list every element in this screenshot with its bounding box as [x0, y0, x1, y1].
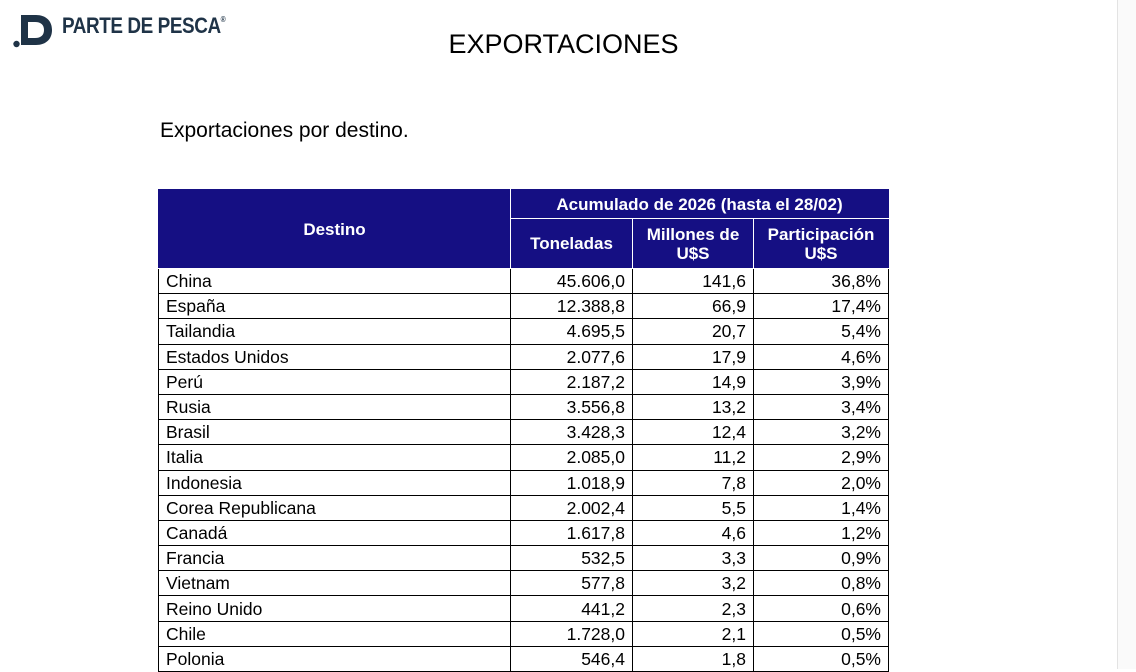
cell-participacion: 3,2% — [754, 420, 889, 445]
cell-destino: Brasil — [159, 420, 511, 445]
cell-toneladas: 2.077,6 — [511, 344, 633, 369]
cell-participacion: 1,2% — [754, 520, 889, 545]
table-row — [159, 319, 889, 344]
cell-millones: 12,4 — [633, 420, 754, 445]
cell-millones: 3,2 — [633, 571, 754, 596]
cell-participacion: 2,9% — [754, 445, 889, 470]
table-row — [159, 520, 889, 545]
cell-destino: Corea Republicana — [159, 495, 511, 520]
exports-table — [158, 189, 889, 672]
cell-destino: Italia — [159, 445, 511, 470]
cell-destino: Rusia — [159, 394, 511, 419]
cell-participacion: 1,4% — [754, 495, 889, 520]
cell-participacion: 3,9% — [754, 369, 889, 394]
cell-millones: 20,7 — [633, 319, 754, 344]
cell-toneladas: 45.606,0 — [511, 269, 633, 294]
cell-participacion: 4,6% — [754, 344, 889, 369]
cell-participacion: 17,4% — [754, 294, 889, 319]
cell-millones: 7,8 — [633, 470, 754, 495]
cell-millones: 11,2 — [633, 445, 754, 470]
cell-destino: Francia — [159, 546, 511, 571]
cell-toneladas: 546,4 — [511, 646, 633, 671]
cell-toneladas: 2.085,0 — [511, 445, 633, 470]
right-scroll-edge — [1117, 0, 1136, 669]
header-participacion: Participación U$S — [754, 219, 889, 269]
cell-destino: Perú — [159, 369, 511, 394]
cell-toneladas: 3.556,8 — [511, 394, 633, 419]
cell-destino: España — [159, 294, 511, 319]
table-row — [159, 269, 889, 294]
cell-millones: 5,5 — [633, 495, 754, 520]
section-subtitle: Exportaciones por destino. — [160, 119, 409, 142]
table-row — [159, 470, 889, 495]
cell-participacion: 3,4% — [754, 394, 889, 419]
header-toneladas: Toneladas — [511, 219, 633, 269]
table-row — [159, 369, 889, 394]
table-row — [159, 546, 889, 571]
cell-millones: 4,6 — [633, 520, 754, 545]
cell-millones: 13,2 — [633, 394, 754, 419]
cell-destino: Indonesia — [159, 470, 511, 495]
cell-millones: 2,3 — [633, 596, 754, 621]
cell-participacion: 5,4% — [754, 319, 889, 344]
cell-participacion: 0,5% — [754, 646, 889, 671]
page-title: EXPORTACIONES — [448, 29, 679, 59]
cell-toneladas: 577,8 — [511, 571, 633, 596]
cell-destino: Chile — [159, 621, 511, 646]
table-row — [159, 420, 889, 445]
cell-participacion: 0,8% — [754, 571, 889, 596]
cell-toneladas: 1.728,0 — [511, 621, 633, 646]
cell-millones: 66,9 — [633, 294, 754, 319]
header-millones: Millones de U$S — [633, 219, 754, 269]
cell-destino: China — [159, 269, 511, 294]
cell-toneladas: 2.002,4 — [511, 495, 633, 520]
cell-toneladas: 532,5 — [511, 546, 633, 571]
cell-participacion: 0,5% — [754, 621, 889, 646]
cell-destino: Vietnam — [159, 571, 511, 596]
cell-destino: Canadá — [159, 520, 511, 545]
table-row — [159, 344, 889, 369]
table-row — [159, 571, 889, 596]
cell-participacion: 2,0% — [754, 470, 889, 495]
table-row — [159, 646, 889, 671]
cell-millones: 1,8 — [633, 646, 754, 671]
cell-participacion: 0,9% — [754, 546, 889, 571]
cell-destino: Estados Unidos — [159, 344, 511, 369]
cell-participacion: 36,8% — [754, 269, 889, 294]
header-destino: Destino — [159, 190, 511, 269]
table-row — [159, 294, 889, 319]
cell-toneladas: 4.695,5 — [511, 319, 633, 344]
cell-millones: 17,9 — [633, 344, 754, 369]
cell-toneladas: 12.388,8 — [511, 294, 633, 319]
brand-name: PARTE DE PESCA® — [62, 13, 226, 38]
cell-destino: Polonia — [159, 646, 511, 671]
cell-millones: 14,9 — [633, 369, 754, 394]
cell-destino: Reino Unido — [159, 596, 511, 621]
cell-millones: 141,6 — [633, 269, 754, 294]
cell-toneladas: 2.187,2 — [511, 369, 633, 394]
cell-toneladas: 1.018,9 — [511, 470, 633, 495]
cell-toneladas: 3.428,3 — [511, 420, 633, 445]
cell-participacion: 0,6% — [754, 596, 889, 621]
cell-millones: 3,3 — [633, 546, 754, 571]
cell-destino: Tailandia — [159, 319, 511, 344]
table-body — [159, 269, 889, 672]
cell-toneladas: 1.617,8 — [511, 520, 633, 545]
table-row — [159, 445, 889, 470]
cell-millones: 2,1 — [633, 621, 754, 646]
table-row — [159, 621, 889, 646]
cell-toneladas: 441,2 — [511, 596, 633, 621]
table-row — [159, 596, 889, 621]
table-row — [159, 495, 889, 520]
header-acumulado: Acumulado de 2026 (hasta el 28/02) — [511, 190, 889, 219]
table-row — [159, 394, 889, 419]
